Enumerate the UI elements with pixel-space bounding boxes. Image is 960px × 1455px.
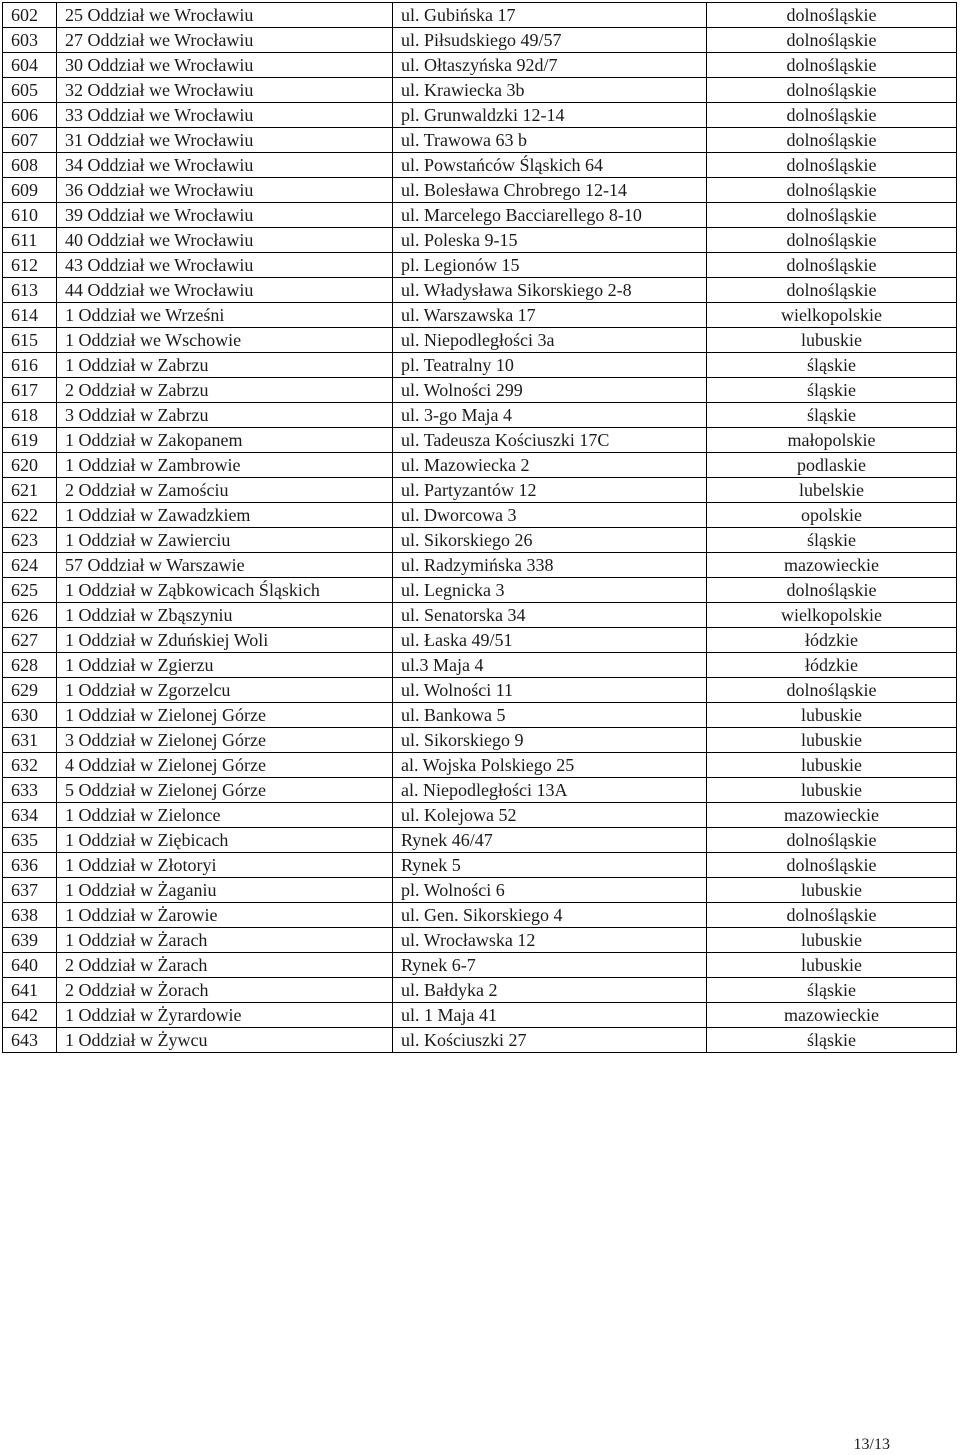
address-cell: Rynek 46/47	[393, 828, 707, 853]
branch-name-cell: 1 Oddział w Zawierciu	[57, 528, 393, 553]
table-row	[3, 378, 957, 403]
address-cell: ul. Sikorskiego 9	[393, 728, 707, 753]
address-cell: ul. Piłsudskiego 49/57	[393, 28, 707, 53]
address-cell: Rynek 5	[393, 853, 707, 878]
row-number-cell: 626	[3, 603, 57, 628]
voivodeship-cell: lubuskie	[707, 928, 957, 953]
voivodeship-cell: śląskie	[707, 1028, 957, 1053]
voivodeship-cell: dolnośląskie	[707, 828, 957, 853]
table-row	[3, 303, 957, 328]
address-cell: ul. Kościuszki 27	[393, 1028, 707, 1053]
row-number-cell: 640	[3, 953, 57, 978]
branch-name-cell: 1 Oddział w Zambrowie	[57, 453, 393, 478]
branch-name-cell: 1 Oddział w Żaganiu	[57, 878, 393, 903]
branch-name-cell: 1 Oddział w Zielonej Górze	[57, 703, 393, 728]
table-row	[3, 953, 957, 978]
row-number-cell: 637	[3, 878, 57, 903]
table-row	[3, 978, 957, 1003]
voivodeship-cell: lubuskie	[707, 778, 957, 803]
branch-name-cell: 1 Oddział we Wrześni	[57, 303, 393, 328]
table-row	[3, 503, 957, 528]
address-cell: pl. Wolności 6	[393, 878, 707, 903]
branch-name-cell: 31 Oddział we Wrocławiu	[57, 128, 393, 153]
address-cell: ul. Wolności 299	[393, 378, 707, 403]
table-row	[3, 1028, 957, 1053]
voivodeship-cell: dolnośląskie	[707, 578, 957, 603]
voivodeship-cell: dolnośląskie	[707, 903, 957, 928]
table-row	[3, 928, 957, 953]
branch-name-cell: 1 Oddział w Zielonce	[57, 803, 393, 828]
branch-name-cell: 1 Oddział w Zakopanem	[57, 428, 393, 453]
table-row	[3, 778, 957, 803]
address-cell: pl. Teatralny 10	[393, 353, 707, 378]
row-number-cell: 633	[3, 778, 57, 803]
branch-name-cell: 1 Oddział w Zabrzu	[57, 353, 393, 378]
table-row	[3, 1003, 957, 1028]
row-number-cell: 624	[3, 553, 57, 578]
voivodeship-cell: dolnośląskie	[707, 853, 957, 878]
row-number-cell: 639	[3, 928, 57, 953]
voivodeship-cell: małopolskie	[707, 428, 957, 453]
row-number-cell: 607	[3, 128, 57, 153]
row-number-cell: 608	[3, 153, 57, 178]
address-cell: ul. Bankowa 5	[393, 703, 707, 728]
row-number-cell: 629	[3, 678, 57, 703]
address-cell: ul. Warszawska 17	[393, 303, 707, 328]
branch-name-cell: 36 Oddział we Wrocławiu	[57, 178, 393, 203]
table-row	[3, 753, 957, 778]
branch-name-cell: 33 Oddział we Wrocławiu	[57, 103, 393, 128]
branch-name-cell: 1 Oddział w Żarach	[57, 928, 393, 953]
branch-name-cell: 1 Oddział w Ząbkowicach Śląskich	[57, 578, 393, 603]
row-number-cell: 611	[3, 228, 57, 253]
address-cell: ul. Kolejowa 52	[393, 803, 707, 828]
branch-name-cell: 57 Oddział w Warszawie	[57, 553, 393, 578]
branch-name-cell: 1 Oddział w Zgorzelcu	[57, 678, 393, 703]
table-row	[3, 403, 957, 428]
voivodeship-cell: wielkopolskie	[707, 303, 957, 328]
table-row	[3, 803, 957, 828]
address-cell: ul. Wrocławska 12	[393, 928, 707, 953]
branch-name-cell: 1 Oddział w Zbąszyniu	[57, 603, 393, 628]
address-cell: ul. Dworcowa 3	[393, 503, 707, 528]
voivodeship-cell: łódzkie	[707, 628, 957, 653]
table-row	[3, 428, 957, 453]
row-number-cell: 622	[3, 503, 57, 528]
branch-name-cell: 5 Oddział w Zielonej Górze	[57, 778, 393, 803]
branch-name-cell: 27 Oddział we Wrocławiu	[57, 28, 393, 53]
address-cell: pl. Grunwaldzki 12-14	[393, 103, 707, 128]
voivodeship-cell: łódzkie	[707, 653, 957, 678]
address-cell: ul. Poleska 9-15	[393, 228, 707, 253]
table-row	[3, 728, 957, 753]
table-row	[3, 228, 957, 253]
address-cell: ul. Marcelego Bacciarellego 8-10	[393, 203, 707, 228]
row-number-cell: 609	[3, 178, 57, 203]
table-row	[3, 653, 957, 678]
voivodeship-cell: dolnośląskie	[707, 78, 957, 103]
address-cell: ul. Trawowa 63 b	[393, 128, 707, 153]
row-number-cell: 604	[3, 53, 57, 78]
row-number-cell: 602	[3, 3, 57, 28]
table-row	[3, 278, 957, 303]
voivodeship-cell: śląskie	[707, 978, 957, 1003]
row-number-cell: 623	[3, 528, 57, 553]
row-number-cell: 636	[3, 853, 57, 878]
address-cell: ul. Bałdyka 2	[393, 978, 707, 1003]
table-row	[3, 828, 957, 853]
branch-name-cell: 25 Oddział we Wrocławiu	[57, 3, 393, 28]
table-row	[3, 103, 957, 128]
address-cell: ul. Radzymińska 338	[393, 553, 707, 578]
voivodeship-cell: dolnośląskie	[707, 253, 957, 278]
table-row	[3, 853, 957, 878]
branch-name-cell: 44 Oddział we Wrocławiu	[57, 278, 393, 303]
table-row	[3, 628, 957, 653]
voivodeship-cell: dolnośląskie	[707, 278, 957, 303]
branch-name-cell: 3 Oddział w Zabrzu	[57, 403, 393, 428]
branch-name-cell: 1 Oddział we Wschowie	[57, 328, 393, 353]
row-number-cell: 613	[3, 278, 57, 303]
address-cell: ul. Władysława Sikorskiego 2-8	[393, 278, 707, 303]
voivodeship-cell: wielkopolskie	[707, 603, 957, 628]
address-cell: ul. Bolesława Chrobrego 12-14	[393, 178, 707, 203]
table-row	[3, 353, 957, 378]
row-number-cell: 634	[3, 803, 57, 828]
row-number-cell: 606	[3, 103, 57, 128]
row-number-cell: 616	[3, 353, 57, 378]
table-row	[3, 553, 957, 578]
address-cell: Rynek 6-7	[393, 953, 707, 978]
address-cell: ul. 3-go Maja 4	[393, 403, 707, 428]
branch-name-cell: 2 Oddział w Zabrzu	[57, 378, 393, 403]
branch-name-cell: 34 Oddział we Wrocławiu	[57, 153, 393, 178]
branch-name-cell: 40 Oddział we Wrocławiu	[57, 228, 393, 253]
branch-name-cell: 30 Oddział we Wrocławiu	[57, 53, 393, 78]
voivodeship-cell: dolnośląskie	[707, 28, 957, 53]
voivodeship-cell: mazowieckie	[707, 803, 957, 828]
voivodeship-cell: dolnośląskie	[707, 178, 957, 203]
table-row	[3, 28, 957, 53]
row-number-cell: 605	[3, 78, 57, 103]
branch-table-body	[3, 3, 957, 1053]
address-cell: ul. Ołtaszyńska 92d/7	[393, 53, 707, 78]
table-row	[3, 328, 957, 353]
table-row	[3, 3, 957, 28]
row-number-cell: 627	[3, 628, 57, 653]
voivodeship-cell: mazowieckie	[707, 1003, 957, 1028]
address-cell: ul. Legnicka 3	[393, 578, 707, 603]
address-cell: ul. Niepodległości 3a	[393, 328, 707, 353]
branch-name-cell: 1 Oddział w Żarowie	[57, 903, 393, 928]
voivodeship-cell: lubuskie	[707, 878, 957, 903]
address-cell: ul. Tadeusza Kościuszki 17C	[393, 428, 707, 453]
branch-name-cell: 43 Oddział we Wrocławiu	[57, 253, 393, 278]
address-cell: al. Wojska Polskiego 25	[393, 753, 707, 778]
voivodeship-cell: lubuskie	[707, 953, 957, 978]
table-row	[3, 903, 957, 928]
address-cell: ul. Partyzantów 12	[393, 478, 707, 503]
branch-name-cell: 1 Oddział w Zduńskiej Woli	[57, 628, 393, 653]
voivodeship-cell: dolnośląskie	[707, 3, 957, 28]
branch-name-cell: 2 Oddział w Zamościu	[57, 478, 393, 503]
voivodeship-cell: opolskie	[707, 503, 957, 528]
table-row	[3, 878, 957, 903]
row-number-cell: 635	[3, 828, 57, 853]
branch-name-cell: 1 Oddział w Żywcu	[57, 1028, 393, 1053]
branch-name-cell: 1 Oddział w Zawadzkiem	[57, 503, 393, 528]
branch-name-cell: 4 Oddział w Zielonej Górze	[57, 753, 393, 778]
branch-name-cell: 1 Oddział w Zgierzu	[57, 653, 393, 678]
table-row	[3, 53, 957, 78]
voivodeship-cell: lubuskie	[707, 328, 957, 353]
page-number: 13/13	[853, 1436, 890, 1453]
address-cell: al. Niepodległości 13A	[393, 778, 707, 803]
voivodeship-cell: dolnośląskie	[707, 228, 957, 253]
address-cell: ul. Senatorska 34	[393, 603, 707, 628]
row-number-cell: 641	[3, 978, 57, 1003]
branch-name-cell: 2 Oddział w Żorach	[57, 978, 393, 1003]
table-row	[3, 578, 957, 603]
address-cell: ul. Sikorskiego 26	[393, 528, 707, 553]
table-row	[3, 128, 957, 153]
voivodeship-cell: dolnośląskie	[707, 153, 957, 178]
address-cell: pl. Legionów 15	[393, 253, 707, 278]
branch-name-cell: 39 Oddział we Wrocławiu	[57, 203, 393, 228]
branch-name-cell: 32 Oddział we Wrocławiu	[57, 78, 393, 103]
row-number-cell: 625	[3, 578, 57, 603]
row-number-cell: 617	[3, 378, 57, 403]
voivodeship-cell: dolnośląskie	[707, 103, 957, 128]
voivodeship-cell: dolnośląskie	[707, 128, 957, 153]
voivodeship-cell: śląskie	[707, 353, 957, 378]
table-row	[3, 203, 957, 228]
row-number-cell: 621	[3, 478, 57, 503]
row-number-cell: 642	[3, 1003, 57, 1028]
branch-table	[2, 2, 957, 1053]
row-number-cell: 628	[3, 653, 57, 678]
branch-name-cell: 1 Oddział w Ziębicach	[57, 828, 393, 853]
voivodeship-cell: mazowieckie	[707, 553, 957, 578]
voivodeship-cell: dolnośląskie	[707, 53, 957, 78]
table-row	[3, 453, 957, 478]
voivodeship-cell: śląskie	[707, 528, 957, 553]
branch-name-cell: 3 Oddział w Zielonej Górze	[57, 728, 393, 753]
address-cell: ul. Mazowiecka 2	[393, 453, 707, 478]
branch-name-cell: 1 Oddział w Złotoryi	[57, 853, 393, 878]
table-row	[3, 703, 957, 728]
table-row	[3, 78, 957, 103]
table-row	[3, 478, 957, 503]
row-number-cell: 618	[3, 403, 57, 428]
address-cell: ul. Powstańców Śląskich 64	[393, 153, 707, 178]
row-number-cell: 603	[3, 28, 57, 53]
row-number-cell: 620	[3, 453, 57, 478]
table-row	[3, 178, 957, 203]
address-cell: ul. Gubińska 17	[393, 3, 707, 28]
voivodeship-cell: śląskie	[707, 403, 957, 428]
row-number-cell: 643	[3, 1028, 57, 1053]
voivodeship-cell: dolnośląskie	[707, 678, 957, 703]
address-cell: ul.3 Maja 4	[393, 653, 707, 678]
row-number-cell: 610	[3, 203, 57, 228]
voivodeship-cell: lubelskie	[707, 478, 957, 503]
row-number-cell: 632	[3, 753, 57, 778]
address-cell: ul. 1 Maja 41	[393, 1003, 707, 1028]
branch-name-cell: 1 Oddział w Żyrardowie	[57, 1003, 393, 1028]
voivodeship-cell: lubuskie	[707, 753, 957, 778]
table-row	[3, 528, 957, 553]
row-number-cell: 638	[3, 903, 57, 928]
voivodeship-cell: lubuskie	[707, 728, 957, 753]
address-cell: ul. Wolności 11	[393, 678, 707, 703]
branch-name-cell: 2 Oddział w Żarach	[57, 953, 393, 978]
table-row	[3, 603, 957, 628]
row-number-cell: 631	[3, 728, 57, 753]
table-row	[3, 678, 957, 703]
row-number-cell: 630	[3, 703, 57, 728]
table-row	[3, 253, 957, 278]
voivodeship-cell: dolnośląskie	[707, 203, 957, 228]
voivodeship-cell: śląskie	[707, 378, 957, 403]
voivodeship-cell: lubuskie	[707, 703, 957, 728]
table-row	[3, 153, 957, 178]
voivodeship-cell: podlaskie	[707, 453, 957, 478]
address-cell: ul. Krawiecka 3b	[393, 78, 707, 103]
row-number-cell: 612	[3, 253, 57, 278]
row-number-cell: 615	[3, 328, 57, 353]
address-cell: ul. Gen. Sikorskiego 4	[393, 903, 707, 928]
row-number-cell: 619	[3, 428, 57, 453]
address-cell: ul. Łaska 49/51	[393, 628, 707, 653]
row-number-cell: 614	[3, 303, 57, 328]
